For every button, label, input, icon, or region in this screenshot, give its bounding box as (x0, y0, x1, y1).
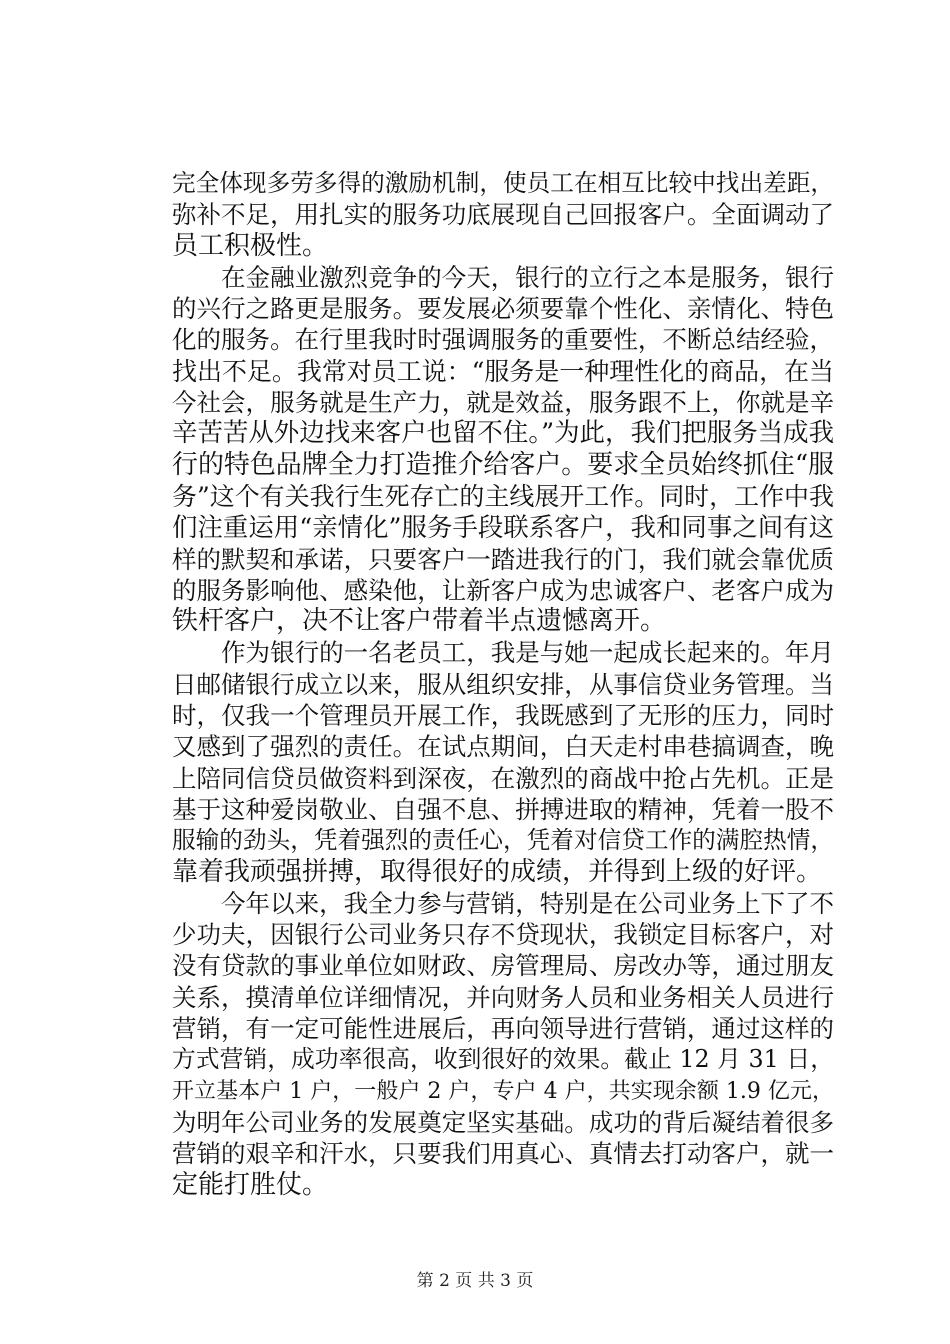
text-line: 的服务影响他、感染他，让新客户成为忠诚客户、老客户成为 (172, 575, 834, 605)
page-footer (0, 1271, 950, 1291)
text-line: 务”这个有关我行生死存亡的主线展开工作。同时，工作中我 (172, 481, 834, 511)
text-line: 在金融业激烈竞争的今天，银行的立行之本是服务，银行 (172, 262, 834, 292)
text-line: 作为银行的一名老员工，我是与她一起成长起来的。年月 (172, 638, 834, 668)
text-line: 完全体现多劳多得的激励机制，使员工在相互比较中找出差距， (172, 169, 834, 197)
text-line: 今社会，服务就是生产力，就是效益，服务跟不上，你就是辛 (172, 388, 834, 418)
text-line: 们注重运用“亲情化”服务手段联系客户，我和同事之间有这 (172, 512, 834, 543)
text-line: 开立基本户 1 户，一般户 2 户，专户 4 户，共实现余额 1.9 亿元， (172, 1078, 834, 1104)
text-line: 弥补不足，用扎实的服务功底展现自己回报客户。全面调动了 (172, 200, 834, 230)
page-number-label: 第 2 页 共 3 页 (416, 1271, 534, 1291)
text-line: 日邮储银行成立以来，服从组织安排，从事信贷业务管理。当 (172, 669, 834, 699)
text-line: 服输的劲头，凭着强烈的责任心，凭着对信贷工作的满腔热情， (172, 826, 834, 855)
text-line: 找出不足。我常对员工说：“服务是一种理性化的商品，在当 (172, 356, 834, 386)
text-line: 为明年公司业务的发展奠定坚实基础。成功的背后凝结着很多 (172, 1107, 834, 1137)
text-line: 化的服务。在行里我时时强调服务的重要性，不断总结经验， (172, 325, 834, 355)
text-line: 辛苦苦从外边找来客户也留不住。”为此，我们把服务当成我 (172, 418, 835, 449)
text-line: 铁杆客户，决不让客户带着半点遗憾离开。 (172, 606, 667, 637)
text-line: 定能打胜仗。 (172, 1169, 329, 1200)
text-line: 今年以来，我全力参与营销，特别是在公司业务上下了不 (172, 888, 834, 918)
text-line: 又感到了强烈的责任。在试点期间，白天走村串巷搞调查，晚 (172, 732, 834, 762)
text-line: 行的特色品牌全力打造推介给客户。要求全员始终抓住“服 (172, 449, 835, 480)
text-line: 的兴行之路更是服务。要发展必须要靠个性化、亲情化、特色 (172, 294, 834, 324)
text-line: 上陪同信贷员做资料到深夜，在激烈的商战中抢占先机。正是 (172, 763, 834, 793)
text-line: 少功夫，因银行公司业务只存不贷现状，我锁定目标客户，对 (172, 920, 834, 950)
text-line: 员工积极性。 (172, 230, 329, 261)
text-line: 样的默契和承诺，只要客户一踏进我行的门，我们就会靠优质 (172, 544, 834, 574)
text-line: 基于这种爱岗敬业、自强不息、拼搏进取的精神，凭着一股不 (172, 794, 834, 824)
text-line: 方式营销，成功率很高，收到很好的效果。截止 12 月 31 日， (172, 1045, 834, 1074)
text-line: 营销的艰辛和汗水，只要我们用真心、真情去打动客户，就一 (172, 1139, 834, 1169)
document-body (172, 168, 834, 1201)
text-line: 时，仅我一个管理员开展工作，我既感到了无形的压力，同时 (172, 701, 834, 731)
text-line: 关系，摸清单位详细情况，并向财务人员和业务相关人员进行 (172, 982, 834, 1012)
text-line: 没有贷款的事业单位如财政、房管理局、房改办等，通过朋友 (172, 951, 834, 981)
text-line: 营销，有一定可能性进展后，再向领导进行营销，通过这样的 (172, 1014, 834, 1044)
text-line: 靠着我顽强拼搏，取得很好的成绩，并得到上级的好评。 (172, 856, 823, 887)
